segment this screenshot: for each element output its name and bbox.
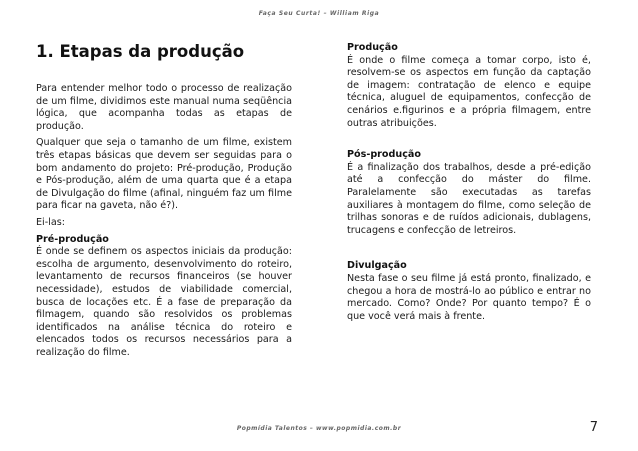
right-column	[347, 42, 591, 327]
production-text: É onde o filme começa a tomar corpo, isto é, resolvem-se os aspectos em função da captação de imagem: contratação de elenco e equipe técnica, aluguel de equipamentos, confecção de cenários e.figurinos e a própria filmagem, entre outras atribuições.	[347, 54, 591, 129]
page-number: 7	[589, 420, 598, 435]
running-header: Faça Seu Curta! – William Riga	[258, 10, 380, 17]
stages-paragraph: Qualquer que seja o tamanho de um filme, existem três etapas básicas que devem ser seguidas para o bom andamento do projeto: Pré-produção, Produção e Pós-produção, além de uma quarta que é a etapa de Divulgação do filme (afinal, ninguém faz um filme para ficar na gaveta, não é?).	[36, 137, 292, 212]
post-production-title: Pós-produção	[347, 149, 421, 161]
distribution-title: Divulgação	[347, 260, 407, 272]
list-intro: Ei-las:	[36, 216, 65, 228]
post-production-text: É a finalização dos trabalhos, desde a pré-edição até a confecção do máster do filme. Paralelamente são executadas as tarefas auxiliares à montagem do filme, como seleção de trilhas sonoras e de ruídos adicionais, dublagens, trucagens e confecção de letreiros.	[347, 161, 591, 236]
pre-production-title: Pré-produção	[36, 233, 109, 245]
section-heading: 1. Etapas da produção	[36, 42, 245, 61]
left-column	[36, 42, 292, 363]
intro-paragraph: Para entender melhor todo o processo de realização de um filme, dividimos este manual numa seqüência lógica, que acompanha todas as etapas de produção.	[36, 83, 292, 132]
footer-credit: Popmídia Talentos – www.popmidia.com.br	[236, 425, 402, 432]
pre-production-text: É onde se definem os aspectos iniciais da produção: escolha de argumento, desenvolvimento do roteiro, levantamento de recursos financeiros (se houver necessidade), estudos de viabilidade comercial, busca de locações etc. É a fase de preparação da filmagem, quando são resolvidos os problemas identificados na análise técnica do roteiro e elencados todos os recursos necessários para a realização do filme.	[36, 246, 292, 358]
production-title: Produção	[347, 42, 398, 53]
distribution-text: Nesta fase o seu filme já está pronto, finalizado, e chegou a hora de mostrá-lo ao público e entrar no mercado. Como? Onde? Por quanto tempo? É o que você verá mais à frente.	[347, 272, 591, 322]
